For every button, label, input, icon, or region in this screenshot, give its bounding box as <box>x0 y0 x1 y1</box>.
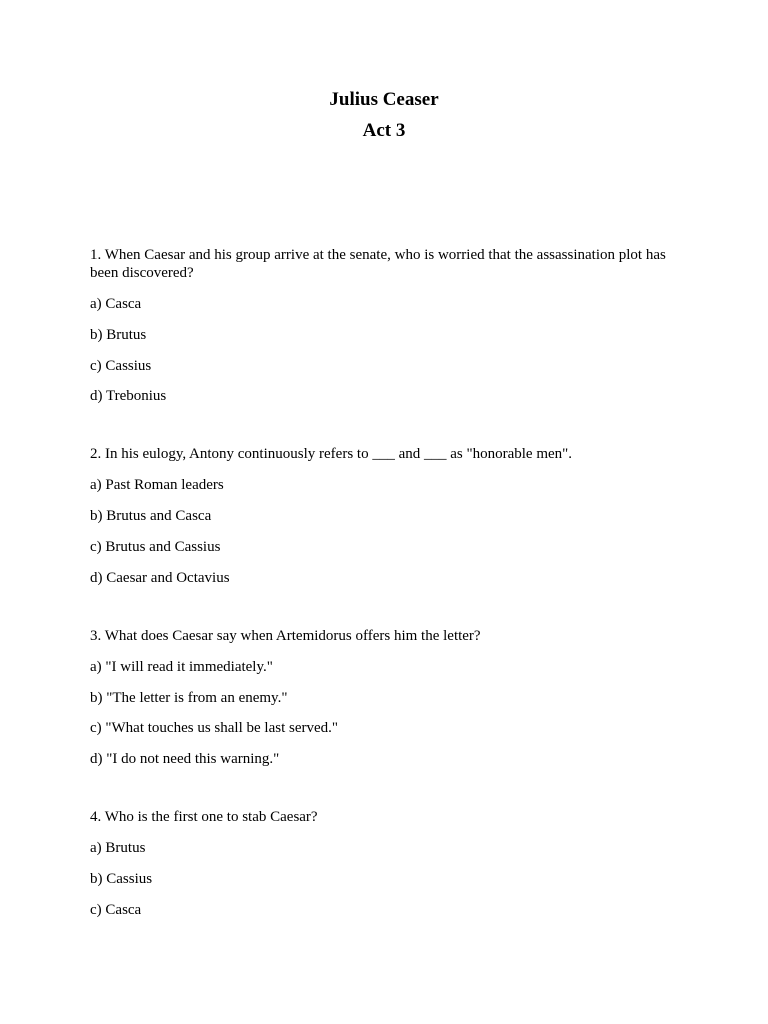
answer-option: c) "What touches us shall be last served." <box>90 720 339 737</box>
question-text: 1. When Caesar and his group arrive at the senate, who is worried that the assassination plot has been discovered? <box>90 247 666 281</box>
document-title: Julius Ceaser <box>329 89 439 110</box>
answer-option: b) "The letter is from an enemy." <box>90 689 288 706</box>
question-1 <box>90 246 680 405</box>
answer-option: b) Cassius <box>90 870 153 887</box>
answer-option: b) Brutus and Casca <box>90 508 212 525</box>
answer-option: c) Brutus and Cassius <box>90 538 221 555</box>
question-list <box>90 246 680 959</box>
answer-option: c) Casca <box>90 901 142 918</box>
question-2 <box>90 445 680 586</box>
answer-option: a) "I will read it immediately." <box>90 658 273 675</box>
question-text: 4. Who is the first one to stab Caesar? <box>90 809 318 826</box>
answer-option: a) Past Roman leaders <box>90 477 224 494</box>
question-3 <box>90 627 680 768</box>
question-4 <box>90 808 680 919</box>
question-text: 3. What does Caesar say when Artemidorus offers him the letter? <box>90 627 481 644</box>
answer-option: c) Cassius <box>90 357 152 374</box>
question-text: 2. In his eulogy, Antony continuously refers to ___ and ___ as "honorable men". <box>90 446 573 463</box>
document-subtitle: Act 3 <box>362 120 406 141</box>
answer-option: a) Brutus <box>90 840 146 857</box>
answer-option: d) Caesar and Octavius <box>90 569 230 586</box>
answer-option: a) Casca <box>90 296 142 312</box>
answer-option: d) "I do not need this warning." <box>90 751 280 768</box>
answer-option: b) Brutus <box>90 326 147 343</box>
answer-option: d) Trebonius <box>90 388 167 405</box>
